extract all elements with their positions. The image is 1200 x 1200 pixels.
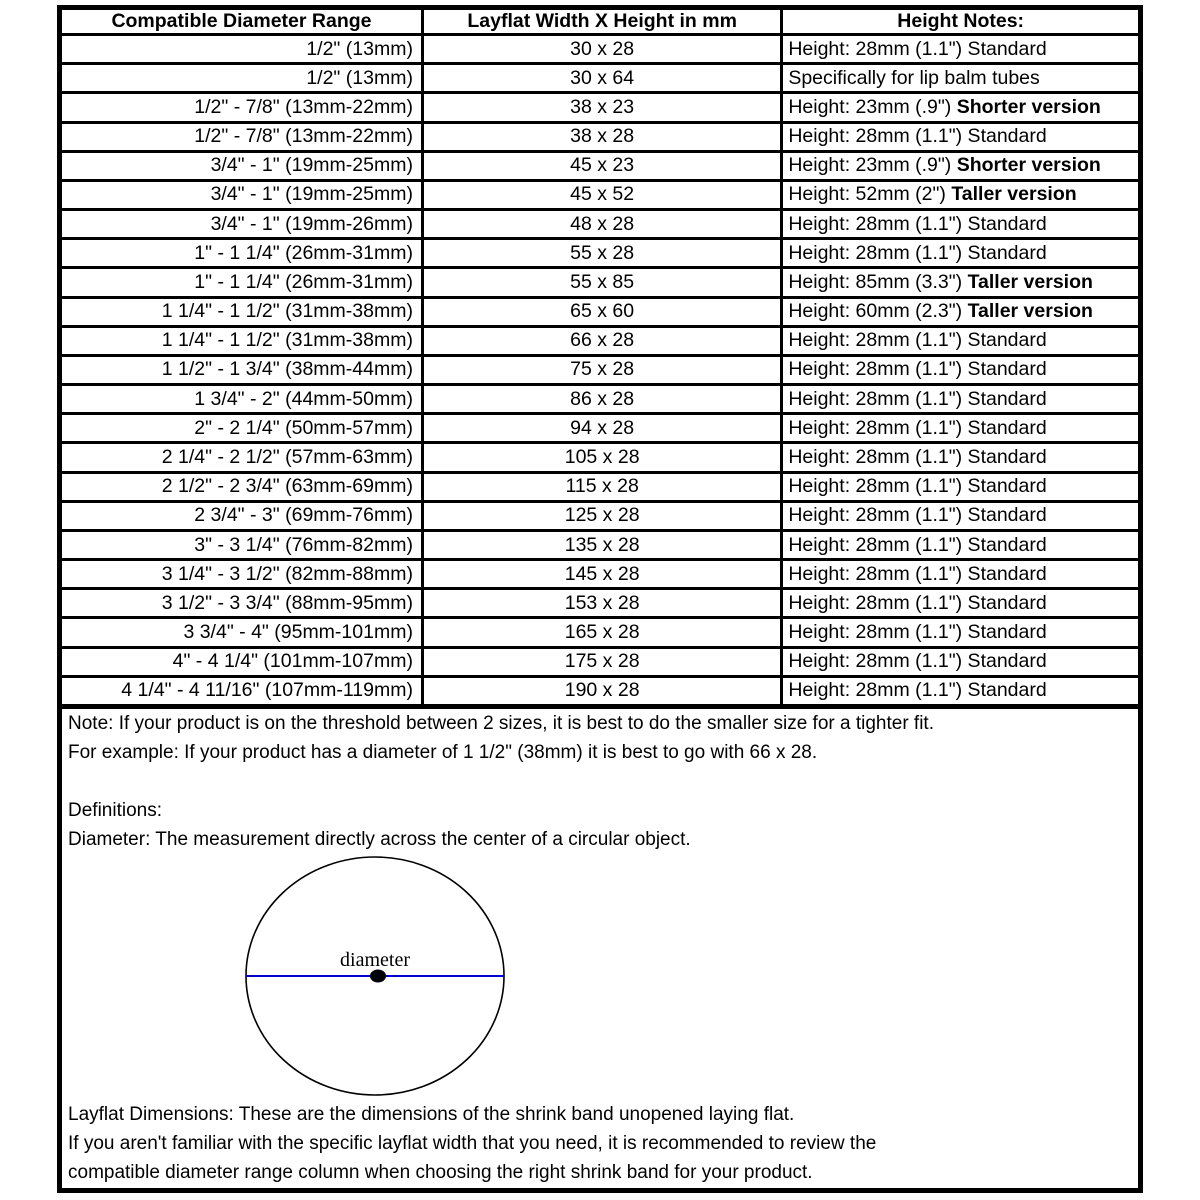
height-note-text: Height: 28mm (1.1") Standard (788, 212, 1047, 235)
layflat-size-cell: 30 x 28 (422, 35, 781, 64)
size-chart-table (62, 10, 1138, 704)
table-row (62, 560, 1138, 589)
height-note-cell (782, 268, 1138, 297)
table-row (62, 93, 1138, 122)
height-note-cell (782, 501, 1138, 530)
height-note-text: Height: 28mm (1.1") Standard (788, 329, 1047, 352)
height-note-text: Height: 28mm (1.1") Standard (788, 358, 1047, 381)
layflat-size-cell: 190 x 28 (422, 676, 781, 704)
height-note-text: Height: 28mm (1.1") Standard (788, 445, 1047, 468)
diameter-range-cell: 2 1/4" - 2 1/2" (57mm-63mm) (62, 443, 422, 472)
layflat-size-cell: 45 x 23 (422, 151, 781, 180)
height-note-bold-text: Shorter version (956, 154, 1101, 177)
layflat-size-cell: 45 x 52 (422, 180, 781, 209)
diameter-range-cell: 3 1/2" - 3 3/4" (88mm-95mm) (62, 589, 422, 618)
height-note-text: Height: 28mm (1.1") Standard (788, 37, 1047, 60)
diameter-range-cell: 3/4" - 1" (19mm-26mm) (62, 210, 422, 239)
table-row (62, 385, 1138, 414)
layflat-size-cell: 86 x 28 (422, 385, 781, 414)
diameter-range-cell: 3/4" - 1" (19mm-25mm) (62, 180, 422, 209)
height-note-cell (782, 530, 1138, 559)
diameter-range-cell: 1/2" (13mm) (62, 64, 422, 93)
table-row (62, 618, 1138, 647)
table-row (62, 239, 1138, 268)
table-row (62, 35, 1138, 64)
height-note-cell (782, 35, 1138, 64)
height-note-cell (782, 385, 1138, 414)
height-note-text: Height: 23mm (.9") (788, 154, 957, 177)
col-header-diameter-range: Compatible Diameter Range (62, 10, 422, 35)
layflat-size-cell: 48 x 28 (422, 210, 781, 239)
height-note-cell (782, 151, 1138, 180)
height-note-bold-text: Shorter version (956, 95, 1101, 118)
height-note-text: Height: 28mm (1.1") Standard (788, 125, 1047, 148)
header-row (62, 10, 1138, 35)
table-row (62, 443, 1138, 472)
table-row (62, 326, 1138, 355)
height-note-cell (782, 210, 1138, 239)
layflat-size-cell: 94 x 28 (422, 414, 781, 443)
table-row (62, 122, 1138, 151)
layflat-size-cell: 125 x 28 (422, 501, 781, 530)
size-chart-sheet (57, 5, 1143, 1193)
diameter-range-cell: 1/2" - 7/8" (13mm-22mm) (62, 93, 422, 122)
table-row (62, 589, 1138, 618)
layflat-note-line1: Layflat Dimensions: These are the dimensions of the shrink band unopened laying flat. (68, 1104, 795, 1125)
col-header-layflat-size: Layflat Width X Height in mm (422, 10, 781, 35)
layflat-size-cell: 175 x 28 (422, 647, 781, 676)
table-header (62, 10, 1138, 35)
diameter-range-cell: 2" - 2 1/4" (50mm-57mm) (62, 414, 422, 443)
diameter-range-cell: 4 1/4" - 4 11/16" (107mm-119mm) (62, 676, 422, 704)
layflat-size-cell: 145 x 28 (422, 560, 781, 589)
table-row (62, 530, 1138, 559)
height-note-cell (782, 355, 1138, 384)
layflat-size-cell: 75 x 28 (422, 355, 781, 384)
layflat-size-cell: 38 x 28 (422, 122, 781, 151)
table-row (62, 64, 1138, 93)
layflat-size-cell: 135 x 28 (422, 530, 781, 559)
layflat-note-line3: compatible diameter range column when choosing the right shrink band for your product. (68, 1162, 813, 1183)
height-note-cell (782, 414, 1138, 443)
height-note-cell (782, 618, 1138, 647)
height-note-text: Height: 28mm (1.1") Standard (788, 679, 1047, 702)
table-row (62, 472, 1138, 501)
height-note-cell (782, 64, 1138, 93)
height-note-bold-text: Taller version (967, 270, 1093, 293)
example-note: For example: If your product has a diameter of 1 1/2" (38mm) it is best to go with 66 x 28. (68, 742, 818, 763)
diameter-definition: Diameter: The measurement directly across the center of a circular object. (68, 829, 691, 850)
diameter-diagram-svg (244, 854, 506, 1100)
layflat-size-cell: 55 x 28 (422, 239, 781, 268)
height-note-cell (782, 647, 1138, 676)
height-note-cell (782, 326, 1138, 355)
table-row (62, 355, 1138, 384)
diameter-range-cell: 1/2" (13mm) (62, 35, 422, 64)
height-note-text: Height: 23mm (.9") (788, 95, 957, 118)
height-note-cell (782, 93, 1138, 122)
diameter-range-cell: 3" - 3 1/4" (76mm-82mm) (62, 530, 422, 559)
height-note-cell (782, 589, 1138, 618)
diameter-label: diameter (340, 949, 410, 971)
height-note-text: Height: 28mm (1.1") Standard (788, 621, 1047, 644)
layflat-size-cell: 165 x 28 (422, 618, 781, 647)
height-note-text: Height: 28mm (1.1") Standard (788, 533, 1047, 556)
height-note-text: Height: 85mm (3.3") (788, 270, 968, 293)
height-note-cell (782, 180, 1138, 209)
height-note-text: Height: 28mm (1.1") Standard (788, 475, 1047, 498)
height-note-bold-text: Taller version (951, 183, 1077, 206)
height-note-text: Height: 28mm (1.1") Standard (788, 562, 1047, 585)
diameter-range-cell: 3/4" - 1" (19mm-25mm) (62, 151, 422, 180)
height-note-text: Height: 28mm (1.1") Standard (788, 416, 1047, 439)
table-row (62, 676, 1138, 704)
col-header-height-notes: Height Notes: (782, 10, 1138, 35)
diameter-range-cell: 3 1/4" - 3 1/2" (82mm-88mm) (62, 560, 422, 589)
height-note-cell (782, 676, 1138, 704)
diameter-range-cell: 1 3/4" - 2" (44mm-50mm) (62, 385, 422, 414)
diameter-range-cell: 3 3/4" - 4" (95mm-101mm) (62, 618, 422, 647)
layflat-size-cell: 65 x 60 (422, 297, 781, 326)
diameter-range-cell: 1 1/4" - 1 1/2" (31mm-38mm) (62, 326, 422, 355)
table-row (62, 180, 1138, 209)
center-dot (370, 970, 386, 983)
height-note-cell (782, 560, 1138, 589)
notes-section (62, 704, 1138, 1188)
height-note-text: Height: 52mm (2") (788, 183, 952, 206)
table-row (62, 297, 1138, 326)
table-row (62, 647, 1138, 676)
height-note-cell (782, 443, 1138, 472)
height-note-text: Height: 28mm (1.1") Standard (788, 591, 1047, 614)
height-note-text: Height: 28mm (1.1") Standard (788, 504, 1047, 527)
height-note-cell (782, 472, 1138, 501)
diameter-range-cell: 1" - 1 1/4" (26mm-31mm) (62, 239, 422, 268)
diameter-range-cell: 2 3/4" - 3" (69mm-76mm) (62, 501, 422, 530)
height-note-text: Height: 60mm (2.3") (788, 300, 968, 323)
height-note-cell (782, 239, 1138, 268)
diameter-range-cell: 1 1/4" - 1 1/2" (31mm-38mm) (62, 297, 422, 326)
table-row (62, 268, 1138, 297)
height-note-cell (782, 122, 1138, 151)
layflat-size-cell: 105 x 28 (422, 443, 781, 472)
table-row (62, 210, 1138, 239)
height-note-text: Height: 28mm (1.1") Standard (788, 387, 1047, 410)
table-row (62, 151, 1138, 180)
table-body (62, 35, 1138, 705)
height-note-bold-text: Taller version (967, 300, 1093, 323)
layflat-size-cell: 66 x 28 (422, 326, 781, 355)
table-row (62, 501, 1138, 530)
diameter-range-cell: 4" - 4 1/4" (101mm-107mm) (62, 647, 422, 676)
height-note-text: Height: 28mm (1.1") Standard (788, 650, 1047, 673)
threshold-note: Note: If your product is on the threshold between 2 sizes, it is best to do the smaller size for a tighter fit. (68, 713, 934, 734)
diameter-range-cell: 2 1/2" - 2 3/4" (63mm-69mm) (62, 472, 422, 501)
height-note-text: Specifically for lip balm tubes (788, 66, 1040, 89)
layflat-size-cell: 30 x 64 (422, 64, 781, 93)
layflat-size-cell: 55 x 85 (422, 268, 781, 297)
layflat-size-cell: 153 x 28 (422, 589, 781, 618)
diameter-range-cell: 1/2" - 7/8" (13mm-22mm) (62, 122, 422, 151)
diameter-range-cell: 1" - 1 1/4" (26mm-31mm) (62, 268, 422, 297)
layflat-size-cell: 115 x 28 (422, 472, 781, 501)
diameter-diagram (62, 854, 1138, 1100)
height-note-cell (782, 297, 1138, 326)
height-note-text: Height: 28mm (1.1") Standard (788, 241, 1047, 264)
blank-line (62, 767, 1138, 796)
table-row (62, 414, 1138, 443)
layflat-size-cell: 38 x 23 (422, 93, 781, 122)
layflat-note-line2: If you aren't familiar with the specific layflat width that you need, it is recommended to review the (68, 1133, 877, 1154)
diameter-range-cell: 1 1/2" - 1 3/4" (38mm-44mm) (62, 355, 422, 384)
definitions-heading: Definitions: (68, 800, 162, 821)
